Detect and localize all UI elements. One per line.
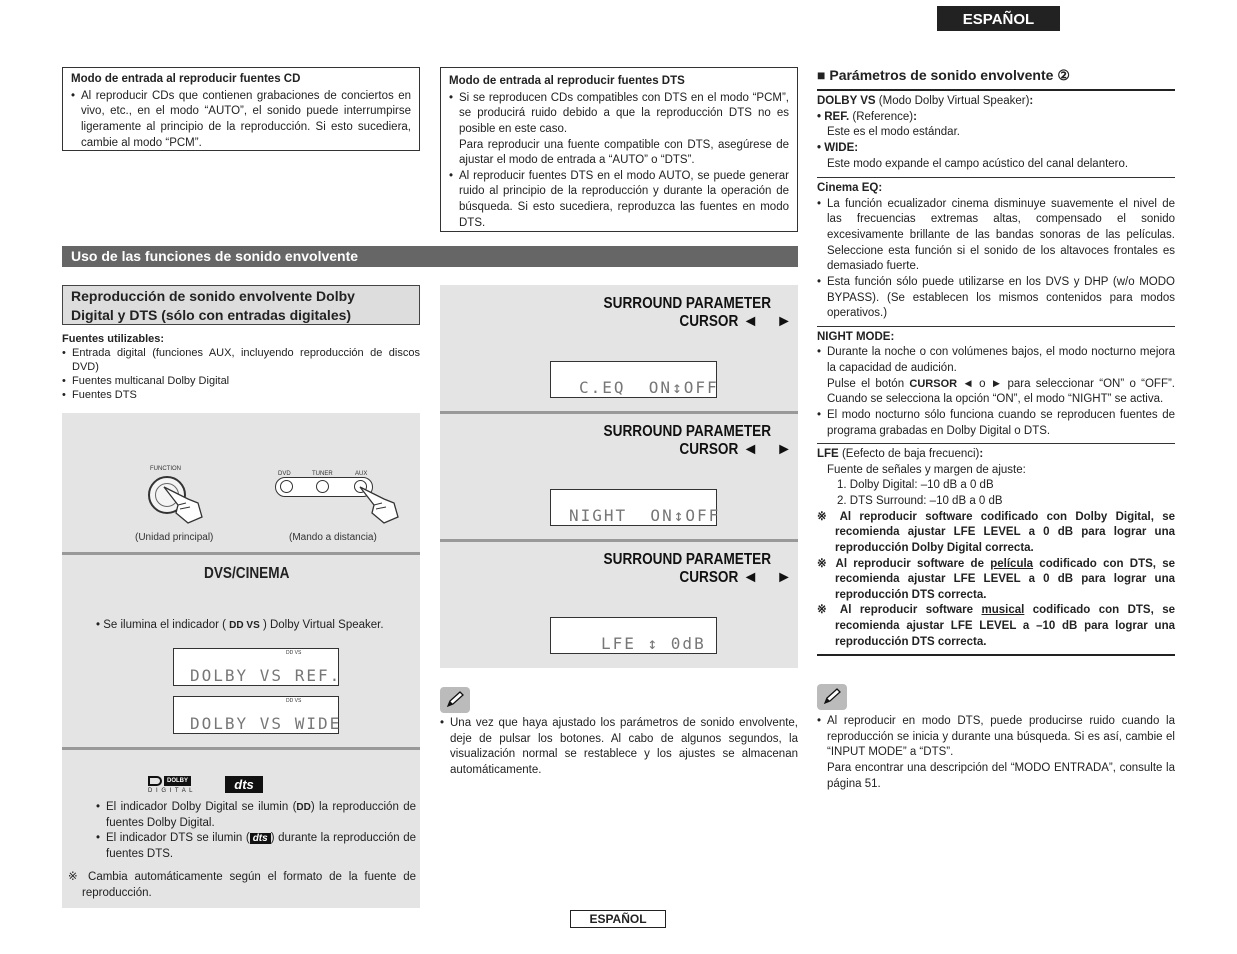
dolby-vs-indicator: DD VS	[286, 698, 302, 704]
usable-sources-title: Fuentes utilizables:	[62, 333, 165, 345]
ref-label: REF.	[824, 110, 850, 123]
lfe-range-1: 1. Dolby Digital: –10 dB a 0 dB	[837, 479, 994, 492]
aux-label: AUX	[355, 471, 368, 477]
dolby-indicator-bullet	[96, 800, 416, 831]
dts-small-icon: dts	[250, 833, 271, 844]
wide-text: Este modo expande el campo acústico del canal delantero.	[827, 157, 1129, 170]
lcd-display	[550, 617, 717, 654]
text: El indicador DTS se ilumin (	[106, 832, 250, 845]
text: ◄ o ► para seleccionar “ON” o “OFF”. Cuando se selecciona la opción “ON”, el modo “NIGHT” se activa.	[827, 377, 1176, 406]
lfe-line: Fuente de señales y margen de ajuste:	[827, 463, 1026, 476]
divider	[817, 654, 1175, 656]
cd-input-mode-box	[62, 67, 420, 151]
divider	[817, 89, 1175, 91]
subheading	[62, 285, 420, 325]
dolby-vs-section: DOLBY VS (Modo Dolby Virtual Speaker): • REF. (Reference): Este es el modo estándar. • WIDE: Este modo expande el campo acústico del canal delantero.	[817, 94, 1175, 172]
lfe-note-3	[817, 603, 1175, 650]
divider	[817, 326, 1175, 327]
right-note-bullet: • Al reproducir en modo DTS, puede producirse ruido cuando la reproducción se inicia y durante una búsqueda. Si es así, cambie el “INPUT MODE” a “DTS”.	[817, 714, 1175, 761]
right-heading	[817, 66, 1175, 85]
lcd-display-wide	[173, 696, 342, 734]
square-marker-icon: ■	[817, 67, 826, 83]
text: El indicador Dolby Digital se ilumin (	[106, 801, 297, 813]
text: ) la reproducción de fuentes Dolby Digital.	[106, 801, 416, 829]
lcd-text: C.EQ ON↕OFF	[579, 378, 719, 397]
lfe-note-1: ※ Al reproducir software codificado con Dolby Digital, se recomienda ajustar LFE LEVEL a 0 dB para lograr una reproducción Dolby Digital correcta.	[817, 510, 1175, 554]
dolby-dts-panel	[62, 750, 420, 908]
surround-parameter-title: SURROUND PARAMETER	[603, 295, 771, 312]
lcd-display	[550, 361, 717, 398]
surround-parameter-title: SURROUND PARAMETER	[603, 551, 771, 568]
caption-main-unit: (Unidad principal)	[135, 532, 214, 543]
pencil-note-icon	[440, 687, 470, 713]
dvs-note-pre: Se ilumina el indicador (	[103, 619, 226, 631]
night-mode-section	[817, 330, 1175, 439]
lcd-text: NIGHT ON↕OFF	[569, 506, 721, 525]
cinema-eq-section	[817, 181, 1175, 322]
dolby-vs-indicator: DD VS	[286, 650, 302, 656]
lcd-text: DOLBY VS WIDE	[190, 714, 342, 733]
cursor-line	[669, 311, 792, 333]
dvs-cinema-panel	[62, 555, 420, 747]
night-title: NIGHT MODE:	[817, 330, 895, 343]
lfe-desc: (Eefecto de baja frecuenci)	[841, 448, 980, 461]
surround-panel-lfe	[440, 542, 798, 668]
cd-box-title: Modo de entrada al reproducir fuentes CD	[71, 73, 301, 85]
arrow-left-icon: ◄	[742, 441, 759, 458]
text: Pulse el botón	[827, 377, 905, 390]
right-note	[817, 714, 1175, 792]
arrow-right-icon: ►	[776, 569, 792, 586]
language-tab: ESPAÑOL	[937, 6, 1060, 31]
dvs-desc: (Modo Dolby Virtual Speaker)	[878, 95, 1030, 108]
lcd-text: LFE ↕ 0dB	[601, 634, 706, 653]
button-illustration-panel	[62, 413, 420, 552]
dolby-dd-icon: DD	[296, 802, 311, 813]
subheading-line-1: Reproducción de sonido envolvente Dolby	[71, 288, 355, 304]
heading-text: Parámetros de sonido envolvente ②	[829, 67, 1070, 83]
lcd-text: DOLBY VS REF.	[190, 666, 342, 685]
wide-label: WIDE:	[824, 141, 859, 154]
ceq-bullet-1: • La función ecualizador cinema disminuye suavemente el nivel de las frecuencias extremas altas, compensado el sonido excesivamente brillante de las bandas sonoras de las películas. Seleccione esta función si el sonido de los altavoces frontales es demasiado fuerte.	[817, 197, 1175, 275]
dvs-label: DOLBY VS	[817, 95, 876, 108]
cursor-button-label: CURSOR	[909, 377, 958, 390]
text: película	[990, 557, 1034, 570]
dts-indicator-bullet	[96, 831, 416, 862]
divider	[817, 443, 1175, 444]
ceq-title: Cinema EQ:	[817, 182, 883, 195]
surround-parameter-title: SURROUND PARAMETER	[603, 423, 771, 440]
usable-source-item: • Fuentes multicanal Dolby Digital	[62, 375, 420, 389]
digital-logo-text: D I G I T A L	[148, 788, 194, 795]
cursor-label: CURSOR	[679, 441, 739, 458]
arrow-left-icon: ◄	[742, 569, 759, 586]
dvd-label: DVD	[278, 471, 291, 477]
auto-change-note: ※ Cambia automáticamente según el formato de la fuente de reproducción.	[68, 871, 416, 899]
arrow-left-icon: ◄	[742, 313, 759, 330]
dvs-indicator-note	[96, 618, 384, 634]
text: codificado con DTS, se recomienda ajustar LFE LEVEL a –10 dB para lograr una reproducción DTS correcta.	[835, 604, 1176, 648]
dolby-logo-text: DOLBY	[164, 776, 191, 786]
dvs-note-post: ) Dolby Virtual Speaker.	[262, 619, 384, 631]
caption-remote: (Mando a distancia)	[289, 532, 377, 543]
lfe-note-2	[817, 557, 1175, 604]
cursor-label: CURSOR	[679, 569, 739, 586]
section-bar: Uso de las funciones de sonido envolvente	[62, 246, 798, 267]
dts-input-mode-box	[440, 67, 798, 232]
usable-source-item: • Entrada digital (funciones AUX, incluyendo reproducción de discos DVD)	[62, 347, 420, 375]
text: ※ Al reproducir software de	[817, 557, 991, 570]
text: ※ Al reproducir software	[817, 604, 982, 617]
hand-icon	[354, 483, 404, 525]
dts-box-title: Modo de entrada al reproducir fuentes DTS	[449, 75, 685, 87]
lfe-label: LFE	[817, 448, 839, 461]
tuner-label: TUNER	[312, 471, 333, 477]
dts-logo: dts	[225, 776, 263, 793]
dolby-digital-logo	[148, 776, 200, 794]
text: ) durante la reproducción de fuentes DTS.	[106, 832, 416, 860]
dts-box-bullet-2: • Al reproducir fuentes DTS en el modo AUTO, se puede generar ruido al principio de la reproducción y durante la operación de búsqueda. Si esto sucediera, reproduzca las fuentes en modo DTS.	[449, 169, 789, 232]
subheading-line-2: Digital y DTS (sólo con entradas digitales)	[71, 307, 352, 323]
lcd-display	[550, 489, 721, 526]
footer-language-label: ESPAÑOL	[570, 910, 666, 928]
function-label: FUNCTION	[150, 466, 181, 472]
usable-source-item: • Fuentes DTS	[62, 389, 420, 403]
night-bullet-1-cont	[817, 377, 1175, 408]
cursor-line	[669, 567, 792, 589]
cursor-line	[669, 439, 792, 461]
mid-note-text: • Una vez que haya ajustado los parámetros de sonido envolvente, deje de pulsar los botones. Al cabo de algunos segundos, la visualización normal se restablece y los ajustes se almacenan automáticamente.	[440, 716, 798, 779]
ref-text: Este es el modo estándar.	[827, 126, 960, 139]
arrow-right-icon: ►	[776, 313, 792, 330]
night-bullet-2: • El modo nocturno sólo funciona cuando se reproducen fuentes de programa grabadas en Dolby Digital o DTS.	[817, 408, 1175, 439]
lcd-display-ref	[173, 648, 342, 686]
cd-box-bullet: • Al reproducir CDs que contienen grabaciones de conciertos en vivo, etc., en el modo “AUTO”, el sonido puede interrumpirse ligeramente al principio de la reproducción. Si esto sucediera, cambie al modo “PCM”.	[71, 89, 411, 152]
cursor-label: CURSOR	[679, 313, 739, 330]
surround-panel-night	[440, 414, 798, 539]
right-column	[817, 66, 1175, 656]
hand-icon	[158, 483, 208, 525]
divider	[817, 177, 1175, 178]
ref-desc: (Reference)	[852, 110, 914, 123]
surround-panel-ceq	[440, 285, 798, 411]
dvs-cinema-title: DVS/CINEMA	[204, 565, 290, 582]
arrow-right-icon: ►	[776, 441, 792, 458]
text: codificado con DTS, se recomienda ajustar LFE LEVEL a 0 dB para lograr una reproducción DTS correcta.	[835, 557, 1175, 601]
dolby-vs-icon: DD VS	[229, 620, 260, 631]
bullet: •	[96, 619, 104, 631]
logo-bullets	[96, 800, 416, 863]
lfe-section: LFE (Eefecto de baja frecuenci): Fuente de señales y margen de ajuste: 1. Dolby Digital: –10 dB a 0 dB 2. DTS Surround: –10 dB a 0 dB ※ Al reproducir software codificado con Dolby Digital, se recomienda ajustar LFE LEVEL a 0 dB para lograr una reproducción Dolby Digital correcta. ※ Al reproducir software de película codificado con DTS, se recomienda ajustar LFE LEVEL a 0 dB para lograr una reproducción DTS correcta. ※ Al reproducir software musical codificado con DTS, se recomienda ajustar LFE LEVEL a –10 dB para lograr una reproducción DTS correcta.	[817, 447, 1175, 650]
dts-box-bullet-1: • Si se reproducen CDs compatibles con DTS en el modo “PCM”, se producirá ruido debido a que la reproducción DTS no es posible en este caso.	[449, 91, 789, 138]
night-bullet-1: • Durante la noche o con volúmenes bajos, el modo nocturno mejora la capacidad de audición.	[817, 345, 1175, 376]
ceq-bullet-2: • Esta función sólo puede utilizarse en los DVS y DHP (w/o MODO BYPASS). (Se establecen los mismos contenidos para modos operativos.)	[817, 275, 1175, 322]
lfe-range-2: 2. DTS Surround: –10 dB a 0 dB	[837, 495, 1003, 508]
usable-sources	[62, 333, 420, 403]
pencil-note-icon	[817, 684, 847, 710]
dts-box-bullet-1-cont: Para reproducir una fuente compatible con DTS, asegúrese de ajustar el modo de entrada a “AUTO” o “DTS”.	[459, 138, 789, 167]
text: musical	[981, 604, 1025, 617]
right-note-cont: Para encontrar una descripción del “MODO ENTRADA”, consulte la página 51.	[827, 761, 1175, 790]
